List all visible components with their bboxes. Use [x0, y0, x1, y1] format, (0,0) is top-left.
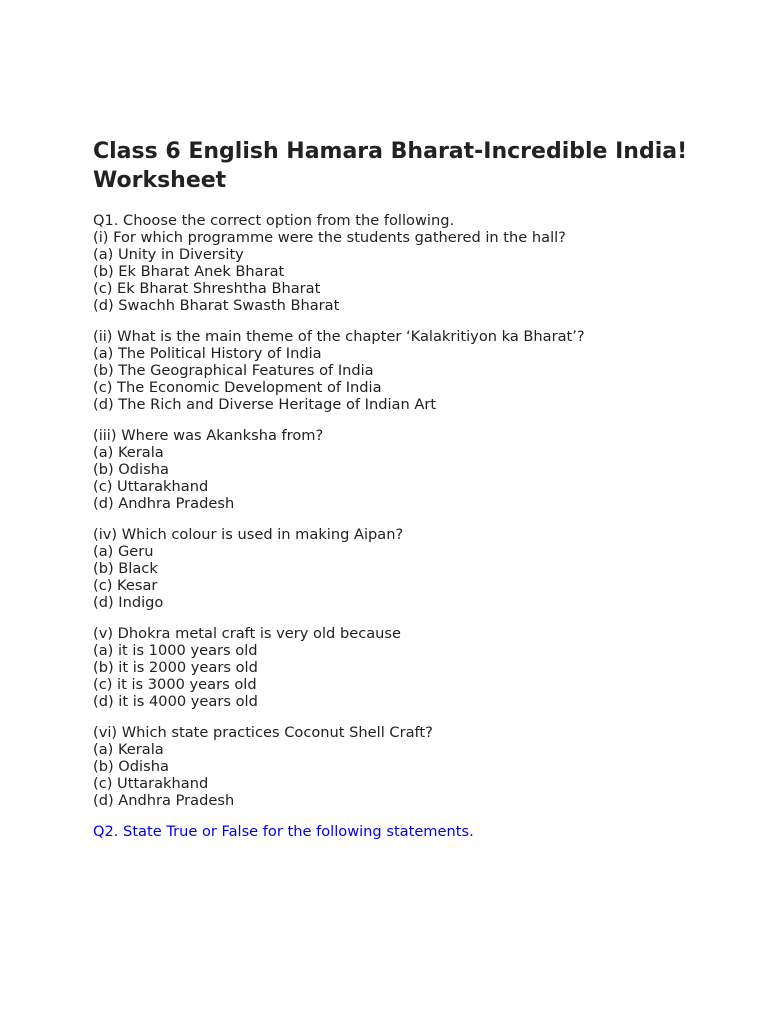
answer-option: (d) it is 4000 years old: [93, 693, 258, 710]
answer-option: (b) Ek Bharat Anek Bharat: [93, 263, 285, 280]
answer-option: (d) The Rich and Diverse Heritage of Indian Art: [93, 396, 437, 413]
question-block: [93, 724, 713, 809]
q1-heading: Q1. Choose the correct option from the following.: [93, 212, 455, 229]
answer-option: (c) Kesar: [93, 577, 158, 594]
answer-option: (d) Andhra Pradesh: [93, 792, 235, 809]
answer-option: (a) Kerala: [93, 444, 164, 461]
answer-option: (c) The Economic Development of India: [93, 379, 382, 396]
answer-option: (c) Ek Bharat Shreshtha Bharat: [93, 280, 321, 297]
answer-option: (c) Uttarakhand: [93, 775, 209, 792]
question-block: [93, 328, 713, 413]
worksheet-page: [93, 137, 713, 840]
answer-option: (b) Odisha: [93, 758, 169, 775]
question-text: (iii) Where was Akanksha from?: [93, 427, 324, 444]
question-text: (vi) Which state practices Coconut Shell Craft?: [93, 724, 433, 741]
q1-first-question: [93, 212, 713, 314]
answer-option: (b) The Geographical Features of India: [93, 362, 374, 379]
answer-option: (b) Odisha: [93, 461, 169, 478]
question-block: [93, 625, 713, 710]
answer-option: (a) Kerala: [93, 741, 164, 758]
answer-option: (c) it is 3000 years old: [93, 676, 257, 693]
answer-option: (a) Unity in Diversity: [93, 246, 244, 263]
question-text: (ii) What is the main theme of the chapter ‘Kalakritiyon ka Bharat’?: [93, 328, 585, 345]
answer-option: (d) Swachh Bharat Swasth Bharat: [93, 297, 340, 314]
answer-option: (b) it is 2000 years old: [93, 659, 258, 676]
question-block: [93, 427, 713, 512]
page-title: Class 6 English Hamara Bharat-Incredible India! Worksheet: [93, 139, 688, 193]
answer-option: (b) Black: [93, 560, 158, 577]
answer-option: (a) The Political History of India: [93, 345, 322, 362]
question-text: (i) For which programme were the students gathered in the hall?: [93, 229, 566, 246]
answer-option: (c) Uttarakhand: [93, 478, 209, 495]
answer-option: (d) Andhra Pradesh: [93, 495, 235, 512]
answer-option: (a) Geru: [93, 543, 154, 560]
answer-option: (d) Indigo: [93, 594, 164, 611]
answer-option: (a) it is 1000 years old: [93, 642, 258, 659]
question-block: [93, 526, 713, 611]
q2-heading: Q2. State True or False for the following statements.: [93, 823, 474, 840]
question-text: (iv) Which colour is used in making Aipan?: [93, 526, 404, 543]
question-text: (v) Dhokra metal craft is very old because: [93, 625, 401, 642]
